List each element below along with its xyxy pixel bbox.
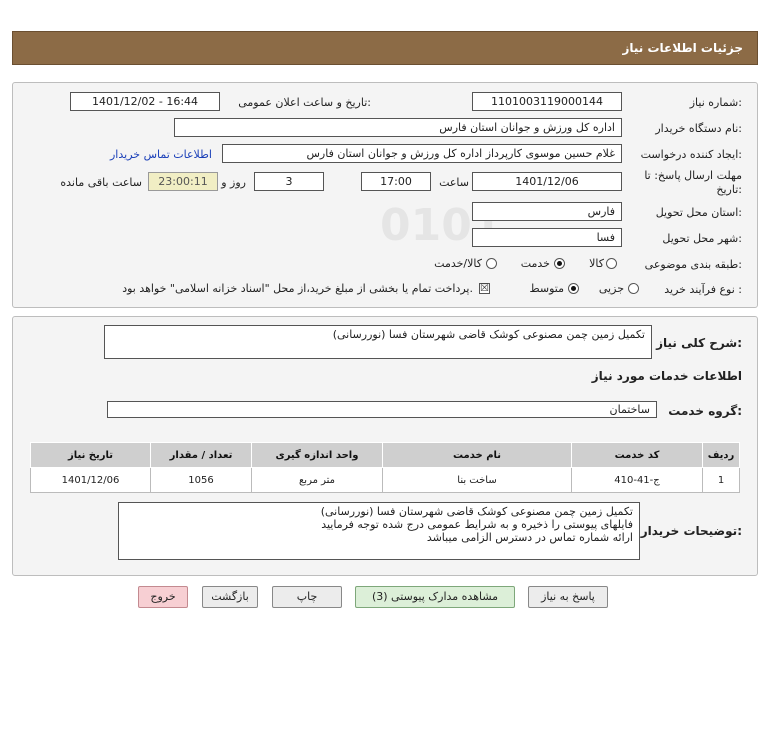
buyer-contact-link[interactable]: اطلاعات تماس خریدار	[110, 148, 212, 161]
services-table	[30, 442, 740, 493]
col-code: کد خدمت	[572, 443, 703, 468]
attachments-button[interactable]: مشاهده مدارک پیوستی (3)	[355, 586, 515, 608]
cell-qty: 1056	[151, 468, 252, 493]
page-header	[12, 31, 758, 65]
print-button[interactable]: چاپ	[272, 586, 342, 608]
deadline-date-label: تاریخ:	[716, 183, 742, 196]
payment-note: پرداخت تمام یا بخشی از مبلغ خرید،از محل "اسناد خزانه اسلامی" خواهد بود.	[122, 282, 473, 295]
cell-code: ج-41-410	[572, 468, 703, 493]
creator-field: غلام حسین موسوی کارپرداز اداره کل ورزش و جوانان استان فارس	[222, 144, 622, 163]
remaining-label: ساعت باقی مانده	[60, 176, 142, 189]
summary-label: شرح کلی نیاز:	[656, 336, 742, 350]
exit-button[interactable]: خروج	[138, 586, 188, 608]
buyer-notes-line: تکمیل زمین چمن مصنوعی کوشک قاضی شهرستان فسا (نوررسانی)	[320, 505, 633, 518]
col-name: نام خدمت	[383, 443, 572, 468]
col-unit: واحد اندازه گیری	[252, 443, 383, 468]
cell-unit: متر مربع	[252, 468, 383, 493]
remaining-time-field: 23:00:11	[148, 172, 218, 191]
cell-name: ساخت بنا	[383, 468, 572, 493]
process-label: نوع فرآیند خرید :	[664, 283, 742, 296]
category-service-label: خدمت	[520, 257, 550, 270]
days-label: روز و	[221, 176, 246, 189]
city-label: شهر محل تحویل:	[662, 232, 742, 245]
table-row	[31, 468, 740, 493]
summary-text: تکمیل زمین چمن مصنوعی کوشک قاضی شهرستان فسا (نوررسانی)	[332, 328, 645, 341]
buyer-label: نام دستگاه خریدار:	[655, 122, 742, 135]
buyer-field: اداره کل ورزش و جوانان استان فارس	[174, 118, 622, 137]
announce-field: 1401/12/02 - 16:44	[70, 92, 220, 111]
buyer-notes-box	[118, 502, 640, 560]
time-label: ساعت	[439, 176, 469, 189]
summary-field	[104, 325, 652, 359]
services-title: اطلاعات خدمات مورد نیاز	[591, 369, 742, 383]
process-minor-radio[interactable]	[628, 283, 639, 294]
process-minor-label: جزیی	[598, 282, 624, 295]
category-both-radio[interactable]	[486, 258, 497, 269]
city-field: فسا	[472, 228, 622, 247]
table-header-row	[31, 443, 740, 468]
days-field: 3	[254, 172, 324, 191]
category-service-radio[interactable]	[554, 258, 565, 269]
page-title: جزئیات اطلاعات نیاز	[622, 41, 743, 55]
col-qty: تعداد / مقدار	[151, 443, 252, 468]
need-number-label: شماره نیاز:	[689, 96, 742, 109]
cell-date: 1401/12/06	[31, 468, 151, 493]
category-goods-radio[interactable]	[606, 258, 617, 269]
buyer-notes-line: فایلهای پیوستی را ذخیره و به شرایط عمومی درج شده توجه فرمایید	[321, 518, 633, 531]
reply-button[interactable]: پاسخ به نیاز	[528, 586, 608, 608]
deadline-date-field: 1401/12/06	[472, 172, 622, 191]
service-group-label: گروه خدمت:	[668, 404, 742, 418]
deadline-label: مهلت ارسال پاسخ: تا	[644, 169, 742, 182]
treasury-checkbox[interactable]: ☒	[480, 283, 489, 294]
col-row: ردیف	[703, 443, 740, 468]
process-medium-radio[interactable]	[568, 283, 579, 294]
buyer-notes-label: توضیحات خریدار:	[640, 524, 742, 538]
creator-label: ایجاد کننده درخواست:	[640, 148, 742, 161]
announce-label: تاریخ و ساعت اعلان عمومی:	[238, 96, 371, 109]
deadline-time-field: 17:00	[361, 172, 431, 191]
province-label: استان محل تحویل:	[655, 206, 742, 219]
cell-row: 1	[703, 468, 740, 493]
process-medium-label: متوسط	[529, 282, 564, 295]
category-both-label: کالا/خدمت	[434, 257, 482, 270]
category-label: طبقه بندی موضوعی:	[644, 258, 742, 271]
need-number-field: 1101003119000144	[472, 92, 622, 111]
province-field: فارس	[472, 202, 622, 221]
need-info-panel	[12, 82, 758, 308]
col-date: تاریخ نیاز	[31, 443, 151, 468]
back-button[interactable]: بازگشت	[202, 586, 258, 608]
category-goods-label: کالا	[589, 257, 604, 270]
service-group-field: ساختمان	[107, 401, 657, 418]
buyer-notes-line: ارائه شماره تماس در دسترس الزامی میباشد	[426, 531, 633, 544]
